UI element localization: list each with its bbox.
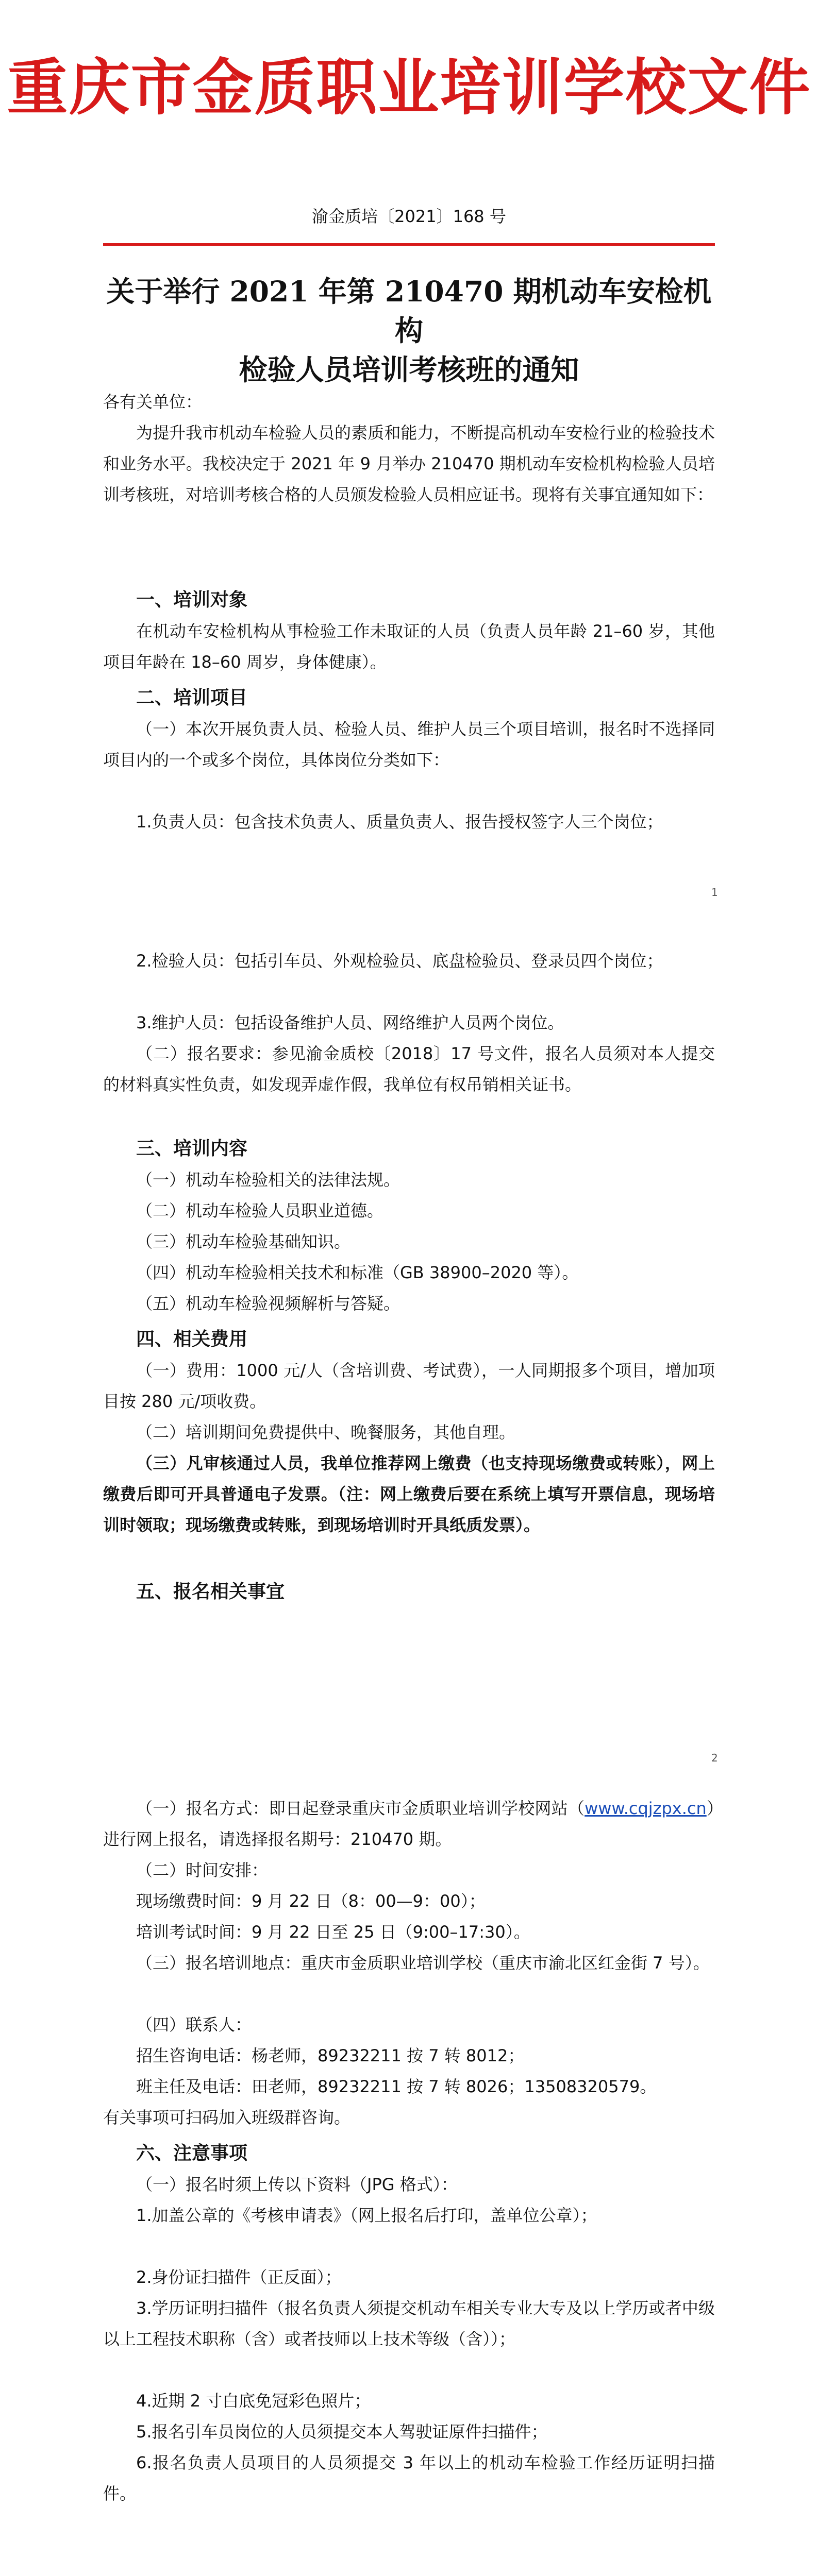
section-6-item: 4.近期 2 寸白底免冠彩色照片； bbox=[136, 2391, 371, 2411]
section-3-item: （二）机动车检验人员职业道德。 bbox=[136, 1201, 384, 1221]
red-divider-line bbox=[103, 243, 715, 246]
section-6-heading: 六、注意事项 bbox=[136, 2143, 248, 2164]
section-5-contact-1: 招生咨询电话：杨老师，89232211 按 7 转 8012； bbox=[136, 2046, 525, 2065]
section-6-item: 6.报名负责人员项目的人员须提交 3 年以上的机动车检验工作经历证明扫描件。 bbox=[103, 2453, 715, 2503]
section-5-heading: 五、报名相关事宜 bbox=[136, 1581, 285, 1602]
document-title bbox=[103, 272, 715, 389]
section-3-item: （四）机动车检验相关技术和标准（GB 38900–2020 等）。 bbox=[136, 1263, 579, 1282]
section-3-item: （五）机动车检验视频解析与答疑。 bbox=[136, 1294, 400, 1313]
section-2-text-2: （二）报名要求：参见渝金质校〔2018〕17 号文件，报名人员须对本人提交的材料真实性负责，如发现弄虚作假，我单位有权吊销相关证书。 bbox=[103, 1044, 715, 1094]
section-4-fee: （一）费用：1000 元/人（含培训费、考试费），一人同期报多个项目，增加项目按 280 元/项收费。 bbox=[103, 1361, 715, 1411]
section-5-time-heading: （二）时间安排： bbox=[136, 1860, 269, 1880]
section-2-item-2: 2.检验人员：包括引车员、外观检验员、底盘检验员、登录员四个岗位； bbox=[136, 951, 663, 971]
salutation: 各有关单位： bbox=[103, 392, 203, 412]
signup-text-a: （一）报名方式：即日起登录重庆市金质职业培训学校网站（ bbox=[136, 1799, 585, 1818]
section-3-item: （三）机动车检验基础知识。 bbox=[136, 1232, 351, 1251]
page-number-1: 1 bbox=[711, 886, 718, 899]
signup-text-b: ）进行网上报名，请选择报名期号：210470 期。 bbox=[103, 1799, 715, 1849]
section-5-contact-heading: （四）联系人： bbox=[136, 2015, 252, 2035]
title-line-1: 关于举行 2021 年第 210470 期机动车安检机构 bbox=[106, 275, 712, 347]
section-2-heading: 二、培训项目 bbox=[136, 687, 248, 708]
section-1-text: 在机动车安检机构从事检验工作未取证的人员（负责人员年龄 21–60 岁，其他项目年龄在 18–60 周岁，身体健康）。 bbox=[103, 621, 715, 672]
section-5-contact-3: 有关事项可扫码加入班级群咨询。 bbox=[103, 2108, 351, 2127]
section-3-item: （一）机动车检验相关的法律法规。 bbox=[136, 1170, 400, 1190]
section-2-text-1: （一）本次开展负责人员、检验人员、维护人员三个项目培训，报名时不选择同项目内的一个或多个岗位，具体岗位分类如下： bbox=[103, 719, 715, 770]
page-number-2: 2 bbox=[711, 1752, 718, 1764]
section-6-item: 1.加盖公章的《考核申请表》（网上报名后打印，盖单位公章）； bbox=[136, 2206, 597, 2225]
section-5-place: （三）报名培训地点：重庆市金质职业培训学校（重庆市渝北区红金街 7 号）。 bbox=[136, 1953, 710, 1973]
section-6-intro: （一）报名时须上传以下资料（JPG 格式）： bbox=[136, 2175, 458, 2194]
title-line-2: 检验人员培训考核班的通知 bbox=[239, 353, 579, 386]
section-6-item: 2.身份证扫描件（正反面）； bbox=[136, 2267, 342, 2287]
section-2-item-3: 3.维护人员：包括设备维护人员、网络维护人员两个岗位。 bbox=[136, 1013, 564, 1032]
section-5-signup bbox=[103, 1793, 715, 1855]
section-4-meal: （二）培训期间免费提供中、晚餐服务，其他自理。 bbox=[136, 1422, 516, 1442]
section-6-item: 5.报名引车员岗位的人员须提交本人驾驶证原件扫描件； bbox=[136, 2422, 548, 2442]
document-number: 渝金质培〔2021〕168 号 bbox=[312, 207, 506, 226]
section-3-heading: 三、培训内容 bbox=[136, 1138, 248, 1159]
section-6-item: 3.学历证明扫描件（报名负责人须提交机动车相关专业大专及以上学历或者中级以上工程技术职称（含）或者技师以上技术等级（含））； bbox=[103, 2298, 715, 2349]
section-2-item-1: 1.负责人员：包含技术负责人、质量负责人、报告授权签字人三个岗位； bbox=[136, 812, 663, 832]
section-4-heading: 四、相关费用 bbox=[136, 1329, 248, 1350]
section-5-contact-2: 班主任及电话：田老师，89232211 按 7 转 8026；13508320579。 bbox=[136, 2077, 657, 2096]
document-masthead: 重庆市金质职业培训学校文件 bbox=[7, 52, 811, 123]
section-4-payment-note: （三）凡审核通过人员，我单位推荐网上缴费（也支持现场缴费或转账），网上缴费后即可开具普通电子发票。（注：网上缴费后要在系统上填写开票信息，现场培训时领取；现场缴费或转账，到现场培训时开具纸质发票）。 bbox=[103, 1453, 715, 1535]
intro-paragraph: 为提升我市机动车检验人员的素质和能力，不断提高机动车安检行业的检验技术和业务水平。我校决定于 2021 年 9 月举办 210470 期机动车安检机构检验人员培训考核班，对培训考核合格的人员颁发检验人员相应证书。现将有关事宜通知如下： bbox=[103, 423, 715, 504]
school-website-link[interactable]: www.cqjzpx.cn bbox=[585, 1799, 707, 1818]
section-5-time-2: 培训考试时间：9 月 22 日至 25 日（9:00–17:30）。 bbox=[136, 1922, 530, 1942]
section-1-heading: 一、培训对象 bbox=[136, 589, 248, 611]
section-5-time-1: 现场缴费时间：9 月 22 日（8：00—9：00）； bbox=[136, 1891, 486, 1911]
